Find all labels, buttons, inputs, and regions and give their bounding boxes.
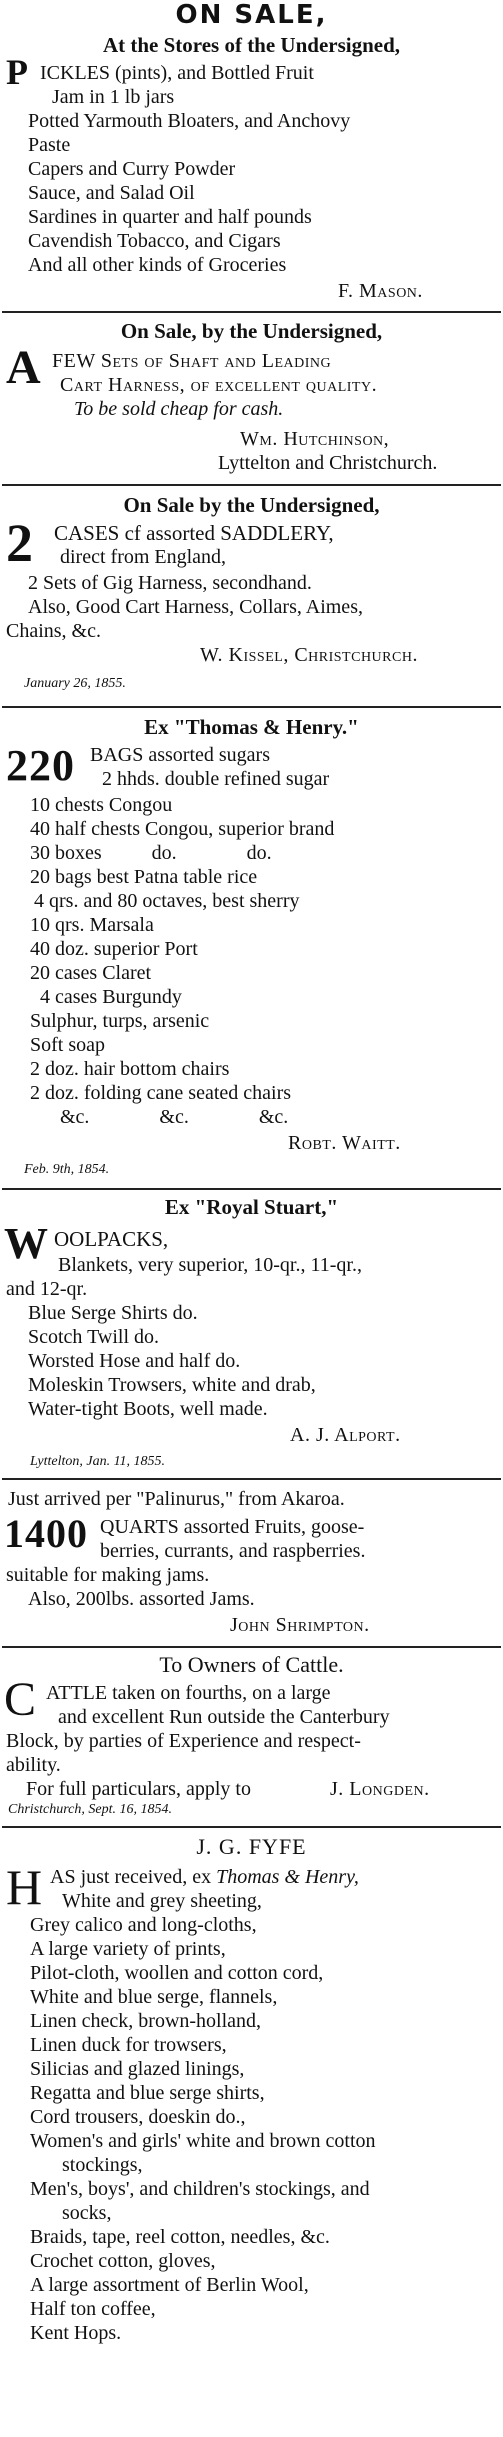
ad-line: OOLPACKS, xyxy=(54,1227,169,1251)
ad-heading: To Owners of Cattle. xyxy=(159,1652,344,1677)
ad-line: stockings, xyxy=(62,2154,143,2176)
drop-cap: C xyxy=(4,1673,38,1726)
drop-cap: 220 xyxy=(6,741,75,790)
divider xyxy=(2,484,501,486)
drop-cap: 1400 xyxy=(4,1511,88,1556)
ad-title: ON SALE, xyxy=(175,0,328,30)
ad-date: Christchurch, Sept. 16, 1854. xyxy=(8,1802,172,1817)
ad-line: Men's, boys', and children's stockings, and xyxy=(30,2178,370,2200)
ad-line: CASES cf assorted SADDLERY, xyxy=(54,521,334,545)
ad-line: Moleskin Trowsers, white and drab, xyxy=(28,1374,316,1396)
ad-line: BAGS assorted sugars xyxy=(90,744,270,766)
ad-line: Block, by parties of Experience and respect- xyxy=(6,1730,361,1752)
ad-line: QUARTS assorted Fruits, goose- xyxy=(100,1516,365,1538)
ad-line-text: AS just received, ex xyxy=(50,1866,217,1888)
ad-line: Worsted Hose and half do. xyxy=(28,1350,241,1372)
ad-line: A large assortment of Berlin Wool, xyxy=(30,2274,309,2296)
ad-signature-place: Lyttelton and Christchurch. xyxy=(218,452,438,474)
ad-line: and excellent Run outside the Canterbury xyxy=(58,1706,390,1728)
ad-line: 4 cases Burgundy xyxy=(40,986,182,1008)
divider xyxy=(2,1188,501,1190)
divider xyxy=(2,311,501,313)
ad-line: Silicias and glazed linings, xyxy=(30,2058,245,2080)
ship-name: Thomas & Henry, xyxy=(216,1866,359,1888)
ad-line xyxy=(50,1866,359,1888)
ad-line: Chains, &c. xyxy=(6,620,101,642)
ad-date: Feb. 9th, 1854. xyxy=(24,1162,110,1177)
ad-line: Water-tight Boots, well made. xyxy=(28,1398,268,1420)
drop-cap: W xyxy=(4,1219,49,1268)
ad-line: 2 doz. hair bottom chairs xyxy=(30,1058,230,1080)
ad-line: Cart Harness, of excellent quality. xyxy=(60,374,378,396)
ad-heading: On Sale by the Undersigned, xyxy=(123,493,380,517)
ad-line: Cavendish Tobacco, and Cigars xyxy=(28,230,281,252)
drop-cap: A xyxy=(6,341,42,394)
ad-line: 10 qrs. Marsala xyxy=(30,914,154,936)
ad-line: Soft soap xyxy=(30,1034,105,1056)
ad-date: January 26, 1855. xyxy=(24,676,126,691)
ad-signature: J. Longden. xyxy=(330,1778,430,1800)
ad-line: Grey calico and long-cloths, xyxy=(30,1914,257,1936)
ad-line: Paste xyxy=(28,134,71,156)
divider xyxy=(2,1646,501,1648)
ad-line: direct from England, xyxy=(60,546,227,568)
ad-line: Braids, tape, reel cotton, needles, &c. xyxy=(30,2226,330,2248)
ad-line: 40 half chests Congou, superior brand xyxy=(30,818,335,840)
ad-line: Potted Yarmouth Bloaters, and Anchovy xyxy=(28,110,351,132)
ad-line: 20 cases Claret xyxy=(30,962,152,984)
ad-line: Half ton coffee, xyxy=(30,2298,156,2320)
ad-line: Also, 200lbs. assorted Jams. xyxy=(28,1588,255,1610)
ad-line: 10 chests Congou xyxy=(30,794,173,816)
ad-date: Lyttelton, Jan. 11, 1855. xyxy=(30,1454,166,1469)
drop-cap: H xyxy=(6,1859,44,1915)
divider xyxy=(2,1478,501,1480)
ad-line: White and blue serge, flannels, xyxy=(30,1986,278,2008)
ad-line: 2 hhds. double refined sugar xyxy=(102,768,330,790)
ad-signature: F. Mason. xyxy=(338,280,423,302)
ad-line: berries, currants, and raspberries. xyxy=(100,1540,366,1562)
ad-line: Linen duck for trowsers, xyxy=(30,2034,227,2056)
ad-subtitle: At the Stores of the Undersigned, xyxy=(102,33,401,57)
ad-signature: W. Kissel, Christchurch. xyxy=(200,644,418,666)
ad-line: To be sold cheap for cash. xyxy=(74,398,284,420)
ad-line: 40 doz. superior Port xyxy=(30,938,198,960)
ad-line: ATTLE taken on fourths, on a large xyxy=(46,1682,331,1704)
ad-signature: Wm. Hutchinson, xyxy=(240,428,390,450)
ad-signature: A. J. Alport. xyxy=(290,1424,401,1446)
ad-line: Pilot-cloth, woollen and cotton cord, xyxy=(30,1962,324,1984)
ad-line: Also, Good Cart Harness, Collars, Aimes, xyxy=(28,596,363,618)
divider xyxy=(2,706,501,708)
ad-heading: Ex "Thomas & Henry." xyxy=(144,715,359,739)
ad-heading: Just arrived per "Palinurus," from Akaroa. xyxy=(8,1488,345,1510)
ad-line: Linen check, brown-holland, xyxy=(30,2010,262,2032)
ad-line: 20 bags best Patna table rice xyxy=(30,866,258,888)
ad-line: Crochet cotton, gloves, xyxy=(30,2250,216,2272)
ad-line: And all other kinds of Groceries xyxy=(28,254,287,276)
ad-line: Sauce, and Salad Oil xyxy=(28,182,195,204)
ad-line: and 12-qr. xyxy=(6,1278,88,1300)
ad-line: Scotch Twill do. xyxy=(28,1326,160,1348)
ad-line: Cord trousers, doeskin do., xyxy=(30,2106,246,2128)
ad-heading: On Sale, by the Undersigned, xyxy=(120,319,383,343)
ad-heading: J. G. FYFE xyxy=(196,1834,307,1859)
ad-line: Sardines in quarter and half pounds xyxy=(28,206,312,228)
drop-cap: P xyxy=(6,52,29,92)
ad-line: 2 doz. folding cane seated chairs xyxy=(30,1082,292,1104)
ad-signature: John Shrimpton. xyxy=(230,1614,370,1636)
ad-line: 2 Sets of Gig Harness, secondhand. xyxy=(28,572,312,594)
ad-line: ICKLES (pints), and Bottled Fruit xyxy=(40,62,314,84)
ad-line: Kent Hops. xyxy=(30,2322,122,2344)
ad-line: &c. &c. &c. xyxy=(60,1106,289,1128)
ad-line: A large variety of prints, xyxy=(30,1938,226,1960)
ad-line: Women's and girls' white and brown cotton xyxy=(30,2130,376,2152)
ad-line: 30 boxes do. do. xyxy=(30,842,272,864)
ad-line: White and grey sheeting, xyxy=(62,1890,262,1912)
ad-apply: For full particulars, apply to xyxy=(26,1778,251,1800)
ad-heading: Ex "Royal Stuart," xyxy=(164,1195,339,1219)
ad-line: Capers and Curry Powder xyxy=(28,158,236,180)
ad-line: Regatta and blue serge shirts, xyxy=(30,2082,265,2104)
drop-cap: 2 xyxy=(6,513,34,573)
ad-line: Sulphur, turps, arsenic xyxy=(30,1010,210,1032)
ad-line: suitable for making jams. xyxy=(6,1564,210,1586)
ad-line: 4 qrs. and 80 octaves, best sherry xyxy=(34,890,300,912)
divider xyxy=(2,1826,501,1828)
ad-line: FEW Sets of Shaft and Leading xyxy=(52,350,332,372)
ad-line: ability. xyxy=(6,1754,61,1776)
ad-line: Jam in 1 lb jars xyxy=(52,86,175,108)
ad-signature: Robt. Waitt. xyxy=(288,1132,401,1154)
ad-line: Blue Serge Shirts do. xyxy=(28,1302,198,1324)
ad-line: socks, xyxy=(62,2202,112,2224)
ad-line: Blankets, very superior, 10-qr., 11-qr., xyxy=(58,1254,362,1276)
